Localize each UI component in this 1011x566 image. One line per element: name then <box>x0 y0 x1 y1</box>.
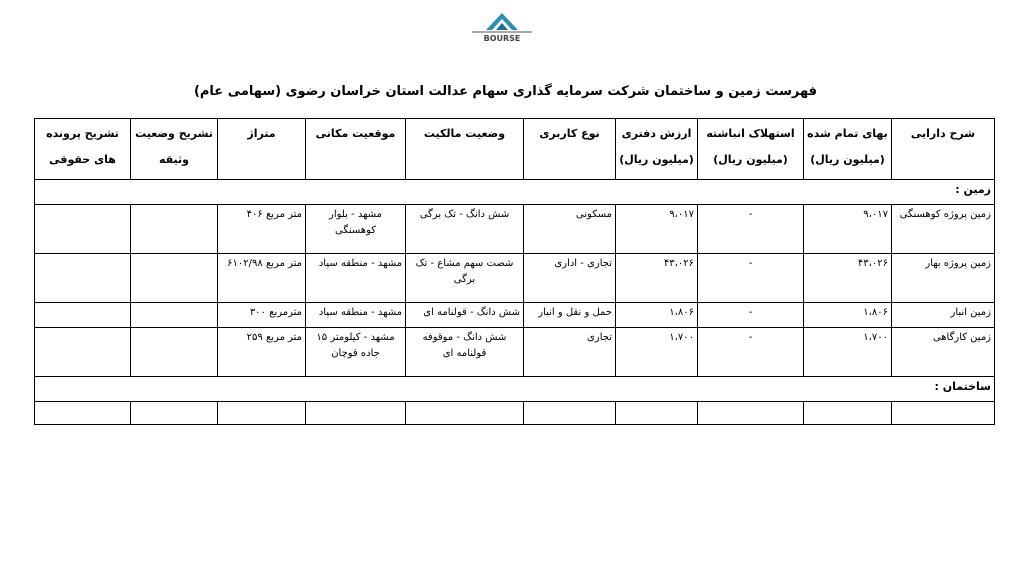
cell-usage: مسکونی <box>524 205 616 254</box>
asset-table <box>34 118 995 425</box>
cell-book-value: ۱،۷۰۰ <box>616 328 698 377</box>
cell-depreciation: - <box>698 254 804 303</box>
cell-ownership: شش دانگ - قولنامه ای <box>406 303 524 328</box>
cell-ownership: شش دانگ - موقوفه قولنامه ای <box>406 328 524 377</box>
cell-legal <box>35 205 131 254</box>
header-cost: بهای تمام شده (میلیون ریال) <box>804 119 892 180</box>
table-header-row <box>35 119 995 180</box>
cell-area: متر مربع ۶۱۰۲/۹۸ <box>218 254 306 303</box>
cell-area: مترمربع ۳۰۰ <box>218 303 306 328</box>
header-ownership: وضعیت مالکیت <box>406 119 524 180</box>
cell-depreciation: - <box>698 205 804 254</box>
cell-collateral <box>131 205 218 254</box>
header-usage: نوع کاربری <box>524 119 616 180</box>
cell-legal <box>35 303 131 328</box>
table-row <box>35 303 995 328</box>
cell-description: زمین انبار <box>892 303 995 328</box>
empty-cell <box>804 402 892 425</box>
document-title: فهرست زمین و ساختمان شرکت سرمایه گذاری سهام عدالت استان خراسان رضوی (سهامی عام) <box>193 84 818 99</box>
section-row-land <box>35 180 995 205</box>
table-row <box>35 328 995 377</box>
header-legal: تشریح پرونده های حقوقی <box>35 119 131 180</box>
cell-book-value: ۹،۰۱۷ <box>616 205 698 254</box>
cell-cost: ۴۳،۰۲۶ <box>804 254 892 303</box>
cell-description: زمین پروژه بهار <box>892 254 995 303</box>
cell-legal <box>35 254 131 303</box>
cell-legal <box>35 328 131 377</box>
logo-text: BOURSE <box>483 34 521 43</box>
table-row <box>35 205 995 254</box>
bourse-logo-icon <box>466 10 538 44</box>
empty-cell <box>524 402 616 425</box>
section-label-land: زمین : <box>35 180 995 205</box>
cell-collateral <box>131 254 218 303</box>
cell-cost: ۱،۸۰۶ <box>804 303 892 328</box>
cell-ownership: شش دانگ - تک برگی <box>406 205 524 254</box>
empty-cell <box>892 402 995 425</box>
cell-usage: تجاری <box>524 328 616 377</box>
empty-cell <box>406 402 524 425</box>
cell-description: زمین پروژه کوهسنگی <box>892 205 995 254</box>
cell-ownership: شصت سهم مشاع - تک برگی <box>406 254 524 303</box>
section-label-building: ساختمان : <box>35 377 995 402</box>
cell-collateral <box>131 328 218 377</box>
header-description: شرح دارایی <box>892 119 995 180</box>
header-area: متراژ <box>218 119 306 180</box>
cell-area: متر مربع ۴۰۶ <box>218 205 306 254</box>
empty-cell <box>306 402 406 425</box>
cell-cost: ۱،۷۰۰ <box>804 328 892 377</box>
cell-location: مشهد - کیلومتر ۱۵ جاده قوچان <box>306 328 406 377</box>
cell-collateral <box>131 303 218 328</box>
cell-usage: تجاری - اداری <box>524 254 616 303</box>
empty-cell <box>131 402 218 425</box>
cell-book-value: ۴۳،۰۲۶ <box>616 254 698 303</box>
cell-location: مشهد - بلوار کوهسنگی <box>306 205 406 254</box>
cell-area: متر مربع ۲۵۹ <box>218 328 306 377</box>
empty-cell <box>218 402 306 425</box>
cell-book-value: ۱،۸۰۶ <box>616 303 698 328</box>
cell-depreciation: - <box>698 328 804 377</box>
cell-description: زمین کارگاهی <box>892 328 995 377</box>
cell-location: مشهد - منطقه سپاد <box>306 254 406 303</box>
empty-cell <box>616 402 698 425</box>
empty-cell <box>35 402 131 425</box>
empty-cell <box>698 402 804 425</box>
cell-location: مشهد - منطقه سپاد <box>306 303 406 328</box>
section-row-building <box>35 377 995 402</box>
table-row-empty <box>35 402 995 425</box>
header-location: موقعیت مکانی <box>306 119 406 180</box>
header-depreciation: استهلاک انباشته (میلیون ریال) <box>698 119 804 180</box>
header-book-value: ارزش دفتری (میلیون ریال) <box>616 119 698 180</box>
header-collateral: تشریح وضعیت وثیقه <box>131 119 218 180</box>
cell-usage: حمل و نقل و انبار <box>524 303 616 328</box>
cell-cost: ۹،۰۱۷ <box>804 205 892 254</box>
table-row <box>35 254 995 303</box>
cell-depreciation: - <box>698 303 804 328</box>
